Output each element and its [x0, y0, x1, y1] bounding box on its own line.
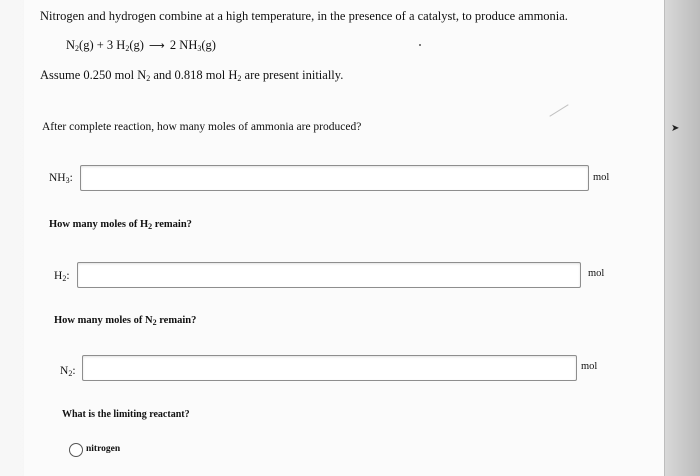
h2-question-sub: 2 [148, 222, 153, 231]
nh3-label-text: NH [49, 172, 66, 184]
radio-nitrogen-label: nitrogen [86, 444, 121, 454]
assume-part2: and 0.818 mol H [150, 68, 238, 82]
h2-question [49, 219, 192, 231]
eq-n2-state: (g) + 3 H [79, 38, 126, 52]
n2-label-colon: : [72, 365, 76, 377]
cursor-arrow-icon: ➤ [671, 123, 680, 134]
eq-n2-sub: 2 [75, 44, 80, 53]
n2-question-sub: 2 [152, 318, 157, 327]
limiting-question: What is the limiting reactant? [62, 409, 190, 420]
radio-nitrogen[interactable] [69, 443, 83, 457]
assume-text [40, 68, 343, 83]
assume-sub2: 2 [237, 74, 242, 83]
reaction-equation [66, 38, 216, 53]
assume-part1: Assume 0.250 mol N [40, 68, 147, 82]
assume-part3: are present initially. [241, 68, 344, 82]
nh3-label-sub: 3 [65, 176, 70, 185]
h2-label-text: H [54, 270, 63, 282]
eq-nh3-state: (g) [201, 38, 216, 52]
eq-nh3-sub: 3 [197, 44, 202, 53]
eq-n2: N [66, 38, 76, 52]
h2-unit: mol [588, 268, 605, 279]
assume-sub1: 2 [146, 74, 151, 83]
h2-label [54, 270, 70, 283]
h2-label-colon: : [66, 270, 70, 282]
eq-h2-sub: 2 [125, 44, 130, 53]
nh3-moles-input[interactable] [80, 165, 589, 191]
n2-unit: mol [581, 361, 598, 372]
n2-label-text: N [60, 365, 69, 377]
h2-label-sub: 2 [62, 274, 67, 283]
right-margin [665, 0, 700, 476]
n2-question-suffix: remain? [156, 315, 197, 326]
n2-question-text: How many moles of N [54, 315, 153, 326]
ammonia-question: After complete reaction, how many moles of ammonia are produced? [42, 121, 362, 133]
stray-dot [419, 44, 421, 46]
n2-question [54, 315, 196, 327]
eq-product: 2 NH [169, 38, 198, 52]
h2-moles-input[interactable] [77, 262, 581, 288]
nh3-label [49, 172, 73, 185]
n2-moles-input[interactable] [82, 355, 577, 381]
reaction-arrow-icon: ⟶ [149, 39, 165, 52]
n2-label-sub: 2 [68, 369, 73, 378]
nh3-unit: mol [593, 172, 610, 183]
intro-text: Nitrogen and hydrogen combine at a high temperature, in the presence of a catalyst, to produce ammonia. [40, 9, 568, 23]
n2-label [60, 365, 76, 378]
h2-question-text: How many moles of H [49, 219, 149, 230]
h2-question-suffix: remain? [152, 219, 192, 230]
nh3-label-colon: : [69, 172, 73, 184]
eq-h2-state: (g) [129, 38, 144, 52]
